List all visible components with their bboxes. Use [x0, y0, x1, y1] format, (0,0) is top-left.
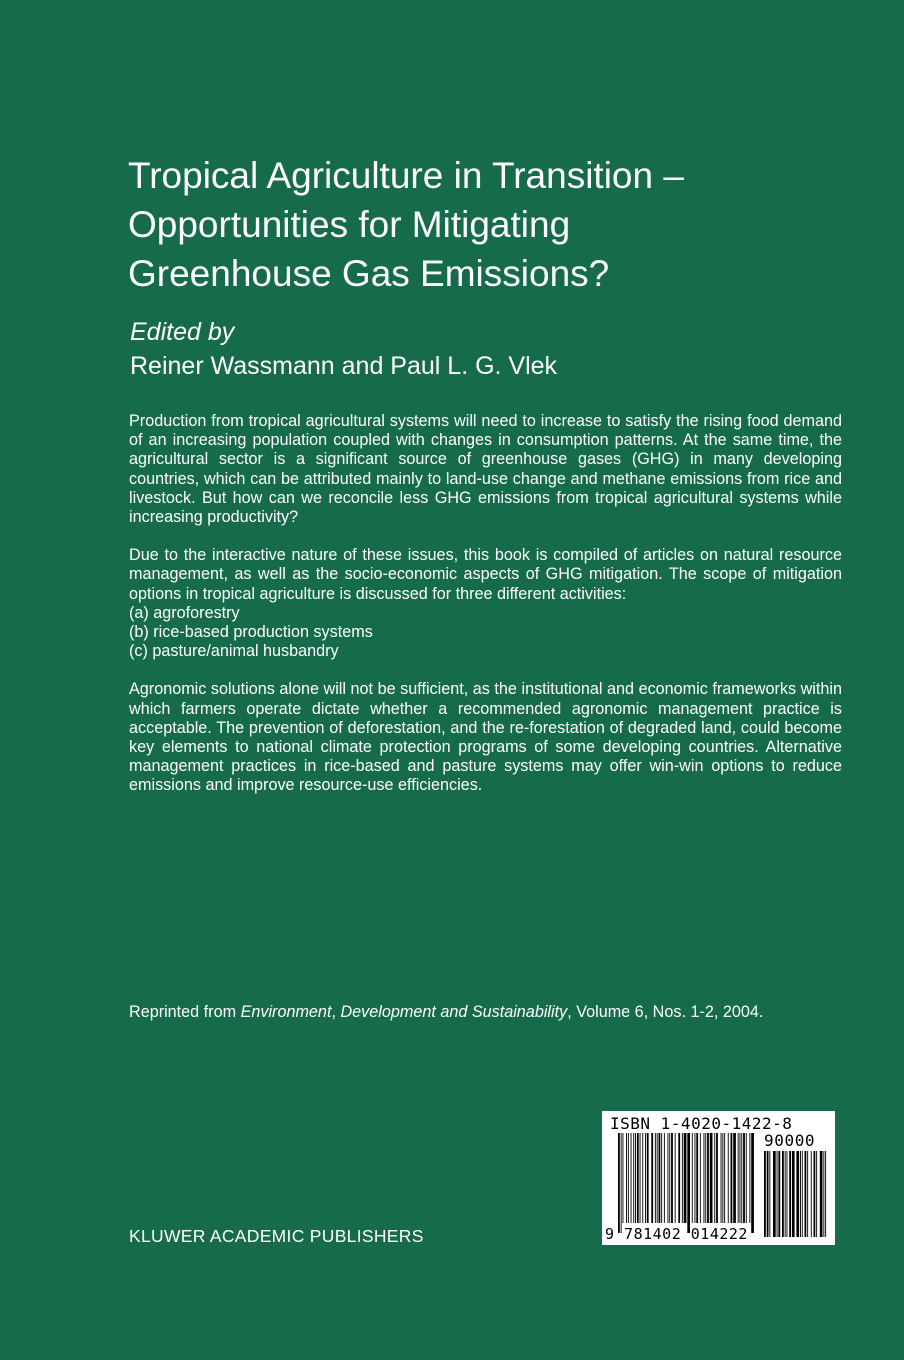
- barcode-bar: [692, 1133, 693, 1223]
- ean-number: 9 781402 014222: [605, 1225, 748, 1243]
- barcode-bar: [741, 1133, 742, 1223]
- barcode-bar: [740, 1133, 741, 1223]
- edited-by-label: Edited by: [130, 318, 235, 346]
- barcode-bar: [743, 1133, 745, 1223]
- description-paragraph-3: Agronomic solutions alone will not be sufficient, as the institutional and economic frameworks within which farmers operate dictate whether a recommended agronomic management practice is acceptable. The prevention of deforestation, and the re-forestation of degraded land, could become key elements to national climate protection programs of some developing countries. Alternative management practices in rice-based and pasture systems may offer win-win options to reduce emissions and improve resource-use efficiencies.: [129, 680, 842, 795]
- barcode-bar: [714, 1133, 715, 1223]
- barcode-bar: [684, 1133, 687, 1223]
- barcode-bar: [721, 1133, 722, 1223]
- price-code: 90000: [764, 1131, 816, 1150]
- barcode-bar: [789, 1151, 791, 1237]
- barcode-bar: [661, 1133, 662, 1223]
- barcode-bar: [705, 1133, 706, 1223]
- barcode-bar: [664, 1133, 665, 1223]
- isbn-number: ISBN 1-4020-1422-8: [610, 1114, 793, 1133]
- barcode-bar: [657, 1133, 658, 1223]
- barcode-bar: [814, 1151, 816, 1237]
- barcode-bar: [637, 1133, 639, 1223]
- barcode-bar: [707, 1133, 709, 1223]
- barcode-bar: [668, 1133, 669, 1223]
- reprint-suffix: , Volume 6, Nos. 1-2, 2004.: [567, 1003, 764, 1021]
- barcode-bar: [675, 1133, 676, 1223]
- publisher-name: KLUWER ACADEMIC PUBLISHERS: [129, 1226, 424, 1246]
- barcode-bar: [700, 1133, 701, 1223]
- barcode-bar: [777, 1151, 778, 1237]
- barcode-addon-bars: [764, 1151, 828, 1237]
- barcode-bar: [792, 1151, 795, 1237]
- barcode-bar: [659, 1133, 661, 1223]
- paragraph-2-text: Due to the interactive nature of these issues, this book is compiled of articles on natural resource management, as well as the socio-economic aspects of GHG mitigation. The scope of mitigation options in tropical agriculture is discussed for three different activities:: [129, 546, 842, 603]
- barcode-bar: [805, 1151, 807, 1237]
- activity-item: (a) agroforestry: [129, 603, 240, 622]
- barcode-bar: [807, 1151, 808, 1237]
- description: [129, 412, 842, 815]
- barcode-bar: [631, 1133, 632, 1223]
- barcode-bar: [800, 1151, 801, 1237]
- description-paragraph-2: [129, 546, 842, 661]
- barcode-bar: [749, 1133, 750, 1223]
- barcode-bar: [722, 1133, 723, 1223]
- barcode-bar: [682, 1133, 683, 1223]
- barcode-bar: [773, 1151, 776, 1237]
- barcode-bar: [655, 1133, 656, 1223]
- barcode-bar: [785, 1151, 786, 1237]
- barcode-bar: [764, 1151, 766, 1237]
- barcode-bar: [782, 1151, 784, 1237]
- journal-name-part-1: Environment: [240, 1003, 332, 1021]
- barcode-bar: [645, 1133, 646, 1223]
- barcode-bar: [647, 1133, 649, 1223]
- barcode-bar: [825, 1151, 826, 1237]
- barcode-bar: [669, 1133, 670, 1223]
- barcode-bar: [678, 1133, 680, 1223]
- barcode-bar: [769, 1151, 770, 1237]
- barcode-bar: [695, 1133, 696, 1223]
- barcode-bar: [731, 1133, 733, 1223]
- reprint-prefix: Reprinted from: [129, 1003, 241, 1021]
- barcode-bar: [640, 1133, 641, 1223]
- barcode-bar: [751, 1133, 754, 1233]
- barcode-bar: [823, 1151, 824, 1237]
- barcode-bar: [628, 1133, 629, 1223]
- barcode-bar: [767, 1151, 769, 1237]
- description-paragraph-1: Production from tropical agricultural systems will need to increase to satisfy the rising food demand of an increasing population coupled with changes in consumption patterns. At the same time, the agricultural sector is a significant source of greenhouse gases (GHG) in many developing countries, which can be attributed mainly to land-use change and methane emissions from rice and livestock. But how can we reconcile less GHG emissions from tropical agricultural systems while increasing productivity?: [129, 412, 842, 527]
- barcode-bar: [696, 1133, 698, 1223]
- barcode-bar: [651, 1133, 653, 1223]
- barcode-bar: [738, 1133, 739, 1223]
- book-title: [128, 151, 848, 298]
- barcode-bar: [621, 1133, 622, 1233]
- barcode-bar: [618, 1133, 620, 1233]
- barcode-bar: [642, 1133, 643, 1223]
- barcode-bar: [724, 1133, 725, 1223]
- isbn-barcode: [602, 1111, 835, 1245]
- barcode-bar: [796, 1151, 799, 1237]
- barcode-bar: [671, 1133, 673, 1223]
- barcode-bar: [802, 1151, 803, 1237]
- reprint-note: [129, 1002, 763, 1022]
- barcode-bar: [623, 1133, 624, 1223]
- barcode-bar: [687, 1133, 690, 1233]
- barcode-bar: [733, 1133, 736, 1223]
- barcode-bar: [746, 1133, 747, 1223]
- activity-item: (b) rice-based production systems: [129, 623, 373, 642]
- title-line-1: Tropical Agriculture in Transition –: [128, 154, 684, 196]
- title-line-3: Greenhouse Gas Emissions?: [128, 252, 610, 294]
- title-line-2: Opportunities for Mitigating: [128, 203, 571, 245]
- activity-item: (c) pasture/animal husbandry: [129, 642, 339, 661]
- barcode-bar: [728, 1133, 729, 1223]
- barcode-bar: [820, 1151, 823, 1237]
- barcode-bar: [633, 1133, 634, 1223]
- barcode-bar: [716, 1133, 718, 1223]
- barcode-main-bars: [618, 1133, 754, 1233]
- barcode-bar: [704, 1133, 705, 1223]
- barcode-bar: [710, 1133, 713, 1223]
- editor-names: Reiner Wassmann and Paul L. G. Vlek: [130, 352, 558, 380]
- journal-separator: ,: [331, 1003, 341, 1021]
- barcode-bar: [778, 1151, 780, 1237]
- journal-name-part-2: Development and Sustainability: [340, 1003, 568, 1021]
- barcode-bar: [626, 1133, 627, 1223]
- barcode-bar: [816, 1151, 817, 1237]
- barcode-bar: [787, 1151, 788, 1237]
- barcode-bar: [811, 1151, 812, 1237]
- barcode-bar: [635, 1133, 636, 1223]
